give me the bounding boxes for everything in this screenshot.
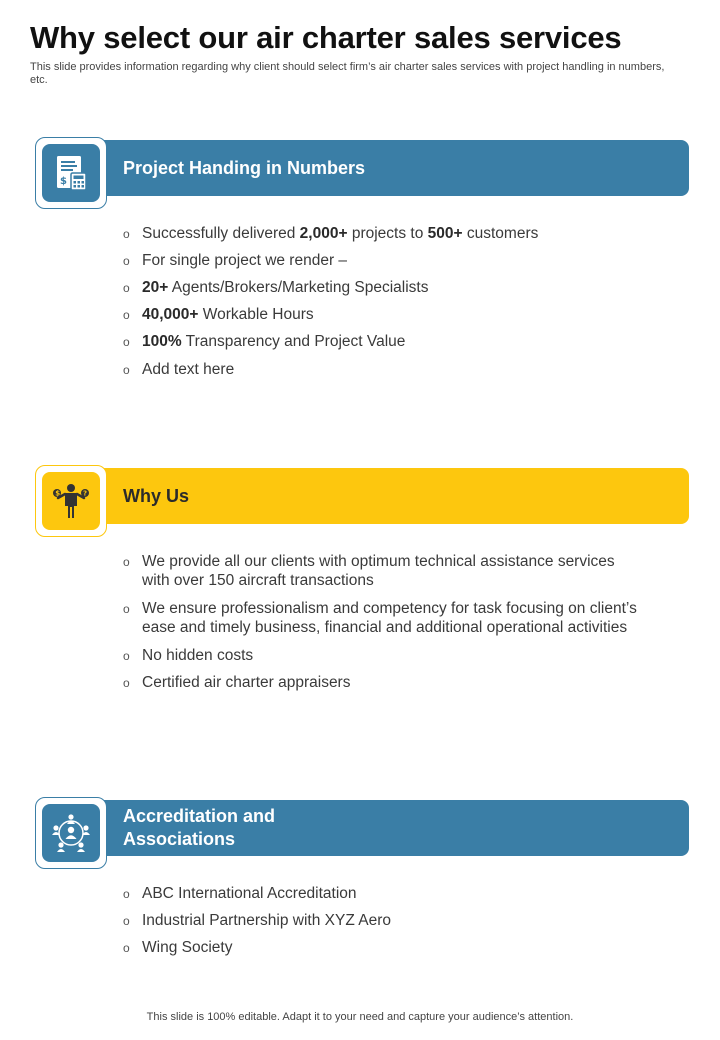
icon-tile xyxy=(42,472,100,530)
list-item: o For single project we render – xyxy=(123,251,643,270)
list-item: o No hidden costs xyxy=(123,646,643,665)
section-heading: Why Us xyxy=(123,485,190,506)
svg-text:?: ? xyxy=(83,489,88,498)
list-item: o 100% Transparency and Project Value xyxy=(123,332,643,351)
list-item: o Certified air charter appraisers xyxy=(123,673,643,692)
network-people-icon xyxy=(50,812,92,854)
list-item: o We provide all our clients with optimum technical assistance services with over 150 aircraft transactions xyxy=(123,552,643,590)
footer-note: This slide is 100% editable. Adapt it to your need and capture your audience’s attention. xyxy=(146,1011,574,1023)
page-title: Why select our air charter sales services xyxy=(30,20,622,55)
why-us-list xyxy=(123,552,643,692)
invoice-calculator-icon xyxy=(51,153,91,193)
list-item: o 40,000+ Workable Hours xyxy=(123,305,643,324)
list-item: o ABC International Accreditation xyxy=(123,884,643,903)
svg-text:$: $ xyxy=(55,489,61,498)
list-item: o We ensure professionalism and competency for task focusing on client’s ease and timely business, financial and additional operational activities xyxy=(123,599,643,637)
project-numbers-list xyxy=(123,224,643,379)
list-item: o 20+ Agents/Brokers/Marketing Specialists xyxy=(123,278,643,297)
heading-line: Accreditation and xyxy=(123,806,276,826)
section-banner-accreditation xyxy=(40,800,689,856)
icon-tile xyxy=(42,804,100,862)
list-item: o Successfully delivered 2,000+ projects to 500+ customers xyxy=(123,224,643,243)
section-banner-project-numbers xyxy=(40,140,689,196)
list-item: o Industrial Partnership with XYZ Aero xyxy=(123,911,643,930)
accreditation-list xyxy=(123,884,643,957)
section-banner-why-us xyxy=(40,468,689,524)
page-subtitle: This slide provides information regarding why client should select firm’s air charter sales services with project handling in numbers, etc. xyxy=(30,61,665,86)
icon-tile xyxy=(42,144,100,202)
list-item: o Add text here xyxy=(123,360,643,379)
section-icon-frame xyxy=(35,797,107,869)
person-choice-icon xyxy=(51,481,91,521)
section-icon-frame xyxy=(35,465,107,537)
list-item: o Wing Society xyxy=(123,938,643,957)
section-heading xyxy=(123,805,275,851)
section-icon-frame xyxy=(35,137,107,209)
svg-text:$: $ xyxy=(60,176,67,187)
section-heading: Project Handing in Numbers xyxy=(123,157,366,178)
heading-line: Associations xyxy=(123,829,236,849)
